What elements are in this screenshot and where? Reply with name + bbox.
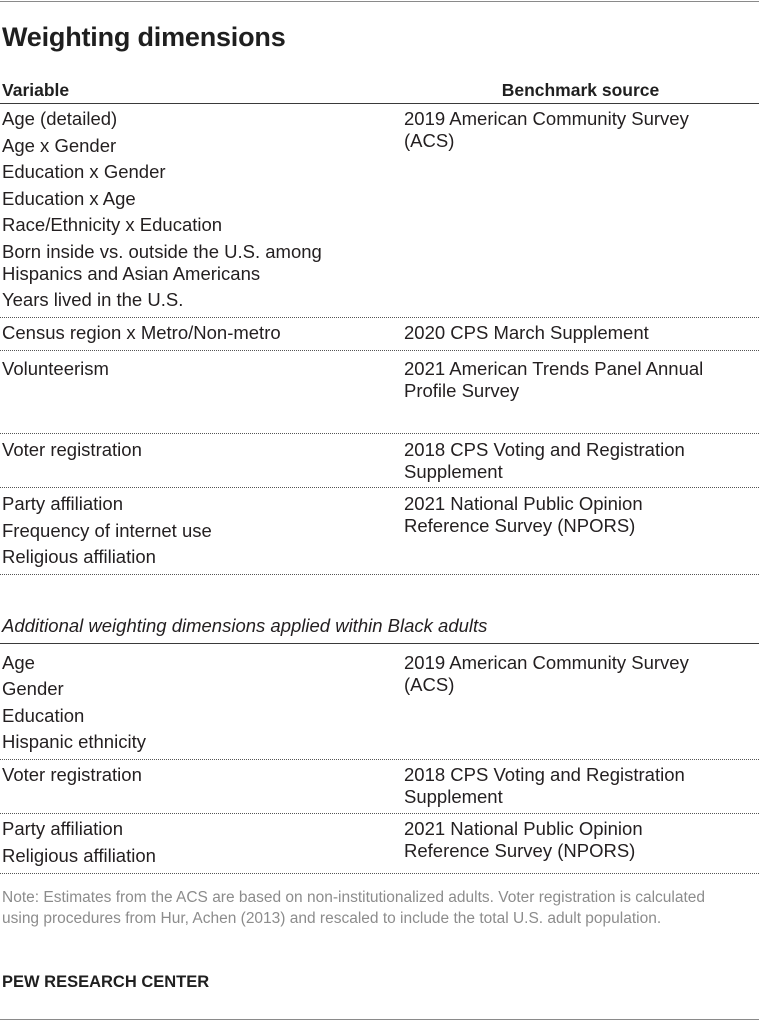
bottom-rule xyxy=(0,1019,759,1020)
row-divider xyxy=(0,317,759,318)
variable-cell: Volunteerism xyxy=(2,358,109,379)
source-cell: 2021 National Public Opinion xyxy=(404,818,643,839)
source-cell: Supplement xyxy=(404,786,503,807)
variable-cell: Education xyxy=(2,705,85,726)
variable-cell: Race/Ethnicity x Education xyxy=(2,214,223,235)
variable-cell: Religious affiliation xyxy=(2,845,156,866)
source-credit: PEW RESEARCH CENTER xyxy=(2,973,210,991)
variable-cell: Born inside vs. outside the U.S. among xyxy=(2,241,322,262)
source-cell: (ACS) xyxy=(404,674,455,695)
row-divider xyxy=(0,873,759,874)
variable-cell: Age xyxy=(2,652,35,673)
source-cell: 2018 CPS Voting and Registration xyxy=(404,439,685,460)
variable-cell: Frequency of internet use xyxy=(2,520,212,541)
variable-cell: Hispanics and Asian Americans xyxy=(2,263,261,284)
benchmark-source-column-header: Benchmark source xyxy=(501,80,660,100)
row-divider xyxy=(0,759,759,760)
source-cell: Profile Survey xyxy=(404,380,520,401)
row-divider xyxy=(0,350,759,351)
variable-cell: Voter registration xyxy=(2,764,142,785)
source-cell: Supplement xyxy=(404,461,503,482)
variable-cell: Gender xyxy=(2,678,64,699)
variable-cell: Hispanic ethnicity xyxy=(2,731,146,752)
source-cell: 2019 American Community Survey xyxy=(404,652,689,673)
source-cell: 2021 American Trends Panel Annual xyxy=(404,358,704,379)
row-divider xyxy=(0,487,759,488)
source-cell: 2019 American Community Survey xyxy=(404,108,689,129)
variable-cell: Voter registration xyxy=(2,439,142,460)
row-divider xyxy=(0,574,759,575)
variable-cell: Age (detailed) xyxy=(2,108,118,129)
variable-cell: Party affiliation xyxy=(2,493,123,514)
header-rule xyxy=(0,103,759,104)
subsection-heading: Additional weighting dimensions applied within Black adults xyxy=(2,615,488,636)
variable-column-header: Variable xyxy=(2,80,70,100)
source-cell: 2018 CPS Voting and Registration xyxy=(404,764,685,785)
variable-cell: Religious affiliation xyxy=(2,546,156,567)
source-cell: (ACS) xyxy=(404,130,455,151)
variable-cell: Years lived in the U.S. xyxy=(2,289,184,310)
row-divider xyxy=(0,433,759,434)
variable-cell: Census region x Metro/Non-metro xyxy=(2,322,281,343)
source-cell: 2021 National Public Opinion xyxy=(404,493,643,514)
footnote: Note: Estimates from the ACS are based on non-institutionalized adults. Voter registration is calculated using procedures from Hur, Achen (2013) and rescaled to include the total U.S. adult population. xyxy=(2,889,706,927)
variable-cell: Age x Gender xyxy=(2,135,117,156)
variable-cell: Education x Age xyxy=(2,188,136,209)
source-cell: Reference Survey (NPORS) xyxy=(404,515,636,536)
page-title: Weighting dimensions xyxy=(2,22,286,52)
variable-cell: Party affiliation xyxy=(2,818,123,839)
top-rule xyxy=(0,1,759,2)
row-divider xyxy=(0,813,759,814)
source-cell: 2020 CPS March Supplement xyxy=(404,322,649,343)
source-cell: Reference Survey (NPORS) xyxy=(404,840,636,861)
variable-cell: Education x Gender xyxy=(2,161,166,182)
subsection-rule xyxy=(0,643,759,644)
